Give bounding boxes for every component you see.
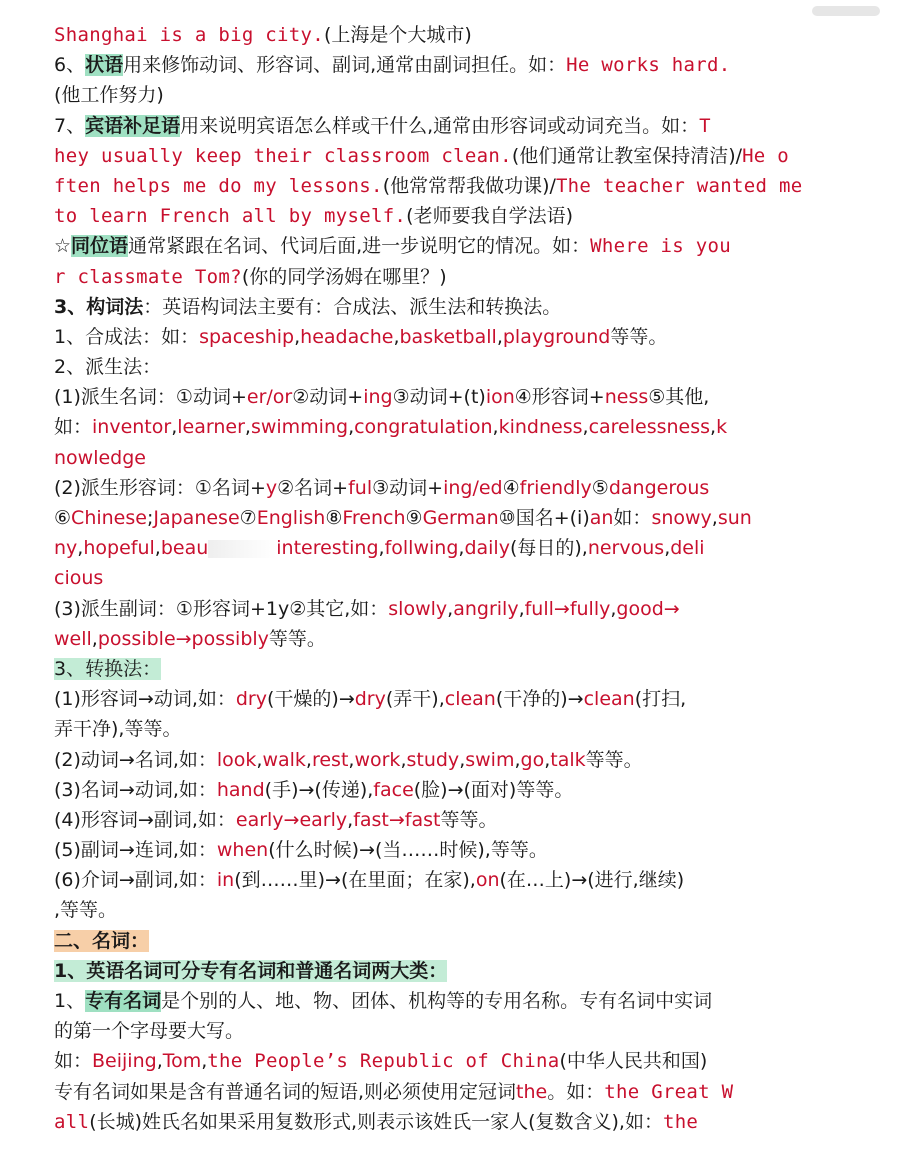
text-segment: ny — [54, 537, 78, 560]
text-segment: Where is you — [590, 235, 731, 258]
text-line — [54, 20, 869, 50]
text-segment: (1)派生名词：①动词+ — [54, 386, 247, 409]
text-segment: (手)→(传递), — [264, 778, 374, 801]
text-segment: (他们通常让教室保持清洁)/ — [511, 144, 743, 167]
text-segment: Chinese — [71, 507, 147, 529]
text-segment: (在…上)→(进行,继续) — [499, 869, 685, 892]
text-line — [54, 865, 869, 895]
text-segment: (什么时候)→(当……时候),等等。 — [268, 839, 548, 862]
text-segment: (弄干), — [385, 688, 445, 711]
text-segment: ften helps me do my lessons. — [54, 174, 383, 197]
text-segment: go — [520, 748, 545, 771]
text-segment: playground — [502, 325, 611, 348]
text-segment: , — [447, 597, 454, 620]
text-line — [54, 1107, 869, 1137]
text-line — [54, 624, 869, 654]
text-line — [54, 412, 869, 442]
text-segment: ,等等。 — [54, 899, 118, 922]
text-segment: ⑩国名+(i) — [498, 507, 590, 529]
text-segment: 如： — [613, 507, 652, 529]
text-segment: ⑤其他, — [648, 386, 710, 409]
text-line — [54, 654, 869, 684]
text-segment: (长城)姓氏名如果采用复数形式,则表示该姓氏一家人(复数含义),如： — [89, 1110, 663, 1133]
text-line — [54, 503, 869, 533]
text-segment: walk — [262, 748, 306, 771]
text-segment: carelessness — [588, 416, 711, 439]
text-line — [54, 835, 869, 865]
text-line — [54, 262, 869, 292]
text-segment: dry — [354, 688, 386, 711]
text-segment: ②名词+ — [277, 476, 349, 499]
text-segment: Japanese — [153, 507, 240, 529]
text-segment: 6、 — [54, 54, 86, 77]
text-segment: 1、合成法：如： — [54, 325, 200, 348]
text-segment: , — [544, 748, 551, 771]
text-segment: basketball — [399, 325, 497, 348]
text-line — [54, 775, 869, 805]
text-segment: beau — [160, 537, 209, 560]
text-segment: cious — [54, 567, 104, 590]
text-segment: 等等。 — [585, 748, 643, 771]
text-line — [54, 201, 869, 231]
text-segment: ⑦ — [239, 507, 257, 529]
text-segment: an — [589, 507, 614, 529]
text-line — [54, 714, 869, 744]
text-line — [54, 805, 869, 835]
text-segment: (老师要我自学法语) — [406, 205, 573, 228]
text-segment: (5)副词→连词,如： — [54, 839, 217, 862]
text-segment: (打扫, — [634, 688, 687, 711]
text-segment: , — [514, 748, 521, 771]
text-segment: 1、英语名词可分专有名词和普通名词两大类： — [54, 959, 448, 982]
text-segment: , — [459, 748, 466, 771]
text-segment: ion — [485, 386, 515, 409]
text-line — [54, 956, 869, 986]
grammar-notes-page — [54, 20, 869, 1137]
text-segment: work — [354, 748, 401, 771]
text-segment: slowly — [388, 597, 448, 620]
text-segment: 的第一个字母要大写。 — [54, 1020, 245, 1043]
text-segment: possible→possibly — [97, 627, 269, 650]
text-segment: all — [54, 1110, 90, 1133]
text-segment: ⑨ — [405, 507, 423, 529]
text-segment: ：英语构词法主要有：合成法、派生法和转换法。 — [143, 295, 562, 318]
text-segment: 宾语补足语 — [85, 114, 181, 137]
text-segment: Shanghai is a big city. — [54, 24, 324, 46]
text-segment: , — [294, 325, 301, 348]
text-segment: (中华人民共和国) — [559, 1050, 708, 1073]
text-segment: when — [216, 839, 269, 862]
text-line — [54, 926, 869, 956]
text-segment: ☆ — [54, 235, 72, 258]
text-segment: 同位语 — [71, 235, 129, 258]
text-segment: 如： — [54, 416, 93, 439]
text-segment: 专有名词如果是含有普通名词的短语,则必须使用定冠词 — [54, 1080, 517, 1103]
text-segment: ④形容词+ — [514, 386, 605, 409]
text-segment: ; — [146, 507, 154, 529]
text-line — [54, 533, 869, 563]
text-segment: , — [378, 537, 385, 560]
text-segment: 弄干净),等等。 — [54, 718, 182, 741]
text-line — [54, 111, 869, 141]
text-segment: r classmate Tom? — [54, 265, 242, 288]
text-segment: in — [216, 869, 235, 892]
text-segment: sun — [717, 507, 752, 529]
text-segment: (脸)→(面对)等等。 — [413, 778, 574, 801]
text-segment: , — [400, 748, 407, 771]
text-line — [54, 895, 869, 925]
text-segment: 用来说明宾语怎么样或干什么,通常由形容词或动词充当。如： — [180, 114, 700, 137]
text-line — [54, 292, 869, 322]
text-line — [54, 563, 869, 593]
text-segment: to learn French all by myself. — [54, 205, 407, 228]
text-segment: nervous — [587, 537, 665, 560]
text-segment: 如： — [54, 1050, 93, 1073]
text-segment: ③动词+(t) — [392, 386, 486, 409]
text-segment: 等等。 — [440, 808, 498, 831]
text-line — [54, 473, 869, 503]
text-segment: , — [171, 416, 178, 439]
text-segment: (干燥的)→ — [267, 688, 355, 711]
text-line — [54, 1016, 869, 1046]
text-segment: 专有名词 — [85, 990, 162, 1012]
text-segment: , — [492, 416, 499, 439]
text-segment: friendly — [519, 476, 592, 499]
text-segment: learner — [177, 416, 245, 439]
text-segment: 3、转换法： — [54, 657, 162, 680]
text-segment: , — [256, 748, 263, 771]
text-line — [54, 141, 869, 171]
text-segment: daily — [464, 537, 510, 560]
text-segment: hand — [216, 778, 265, 801]
text-segment: ing — [363, 386, 393, 409]
text-segment: , — [348, 748, 355, 771]
text-segment: inventor — [92, 416, 172, 439]
text-segment: Tom — [162, 1050, 202, 1073]
text-segment: the — [662, 1110, 699, 1133]
text-segment: ⑥ — [54, 507, 72, 529]
text-segment: , — [610, 597, 617, 620]
text-segment: English — [256, 507, 326, 529]
text-segment: clean — [444, 688, 496, 711]
text-segment: dangerous — [608, 476, 710, 499]
text-segment: interesting — [276, 537, 379, 560]
text-segment: angrily — [453, 597, 519, 620]
text-segment: (到……里)→(在里面；在家), — [234, 869, 476, 892]
text-segment: nowledge — [54, 446, 146, 469]
text-line — [54, 171, 869, 201]
text-segment: the Great W — [604, 1080, 734, 1103]
text-line — [54, 1046, 869, 1076]
text-segment: , — [201, 1050, 208, 1073]
text-segment: rest — [311, 748, 349, 771]
text-segment: study — [406, 748, 460, 771]
text-segment: 2、派生法： — [54, 356, 162, 379]
text-segment: (2)动词→名词,如： — [54, 748, 217, 771]
text-segment: He works hard. — [566, 54, 731, 77]
text-segment: (2)派生形容词：①名词+ — [54, 476, 266, 499]
text-segment: congratulation — [354, 416, 493, 439]
text-segment: , — [496, 325, 503, 348]
text-line — [54, 684, 869, 714]
text-segment: , — [711, 507, 718, 529]
text-segment: follwing — [384, 537, 459, 560]
text-segment: (他工作努力) — [54, 84, 164, 107]
text-segment: ful — [348, 476, 373, 499]
text-line — [54, 322, 869, 352]
text-segment: , — [91, 627, 98, 650]
text-segment: talk — [550, 748, 586, 771]
text-segment: 二、名词： — [54, 929, 150, 952]
text-segment: face — [373, 778, 414, 801]
text-segment: (3)名词→动词,如： — [54, 778, 217, 801]
text-segment: 通常紧跟在名词、代词后面,进一步说明它的情况。如： — [128, 235, 591, 258]
text-segment: , — [347, 808, 354, 831]
text-segment: 状语 — [85, 54, 124, 77]
text-segment: T — [699, 114, 711, 137]
text-line — [54, 1077, 869, 1107]
text-segment: hopeful — [83, 537, 155, 560]
text-segment: early→early — [235, 808, 348, 831]
text-segment: , — [348, 416, 355, 439]
text-segment: the People’s Republic of China — [207, 1050, 560, 1073]
text-segment: 。如： — [547, 1080, 605, 1103]
text-segment: , — [458, 537, 465, 560]
text-line — [54, 80, 869, 110]
text-segment: , — [393, 325, 400, 348]
text-segment: , — [710, 416, 717, 439]
text-segment: (他常常帮我做功课)/ — [382, 174, 556, 197]
text-segment: , — [244, 416, 251, 439]
text-segment: (干净的)→ — [495, 688, 584, 711]
text-line — [54, 50, 869, 80]
text-segment: He o — [742, 144, 790, 167]
text-segment: (6)介词→副词,如： — [54, 869, 217, 892]
text-segment: , — [305, 748, 312, 771]
text-segment: on — [475, 869, 500, 892]
text-line — [54, 352, 869, 382]
text-segment: ing/ed — [443, 476, 503, 499]
text-segment: , — [664, 537, 671, 560]
text-segment: (你的同学汤姆在哪里？) — [241, 265, 447, 288]
text-segment — [208, 540, 276, 558]
text-segment: snowy — [651, 507, 712, 529]
text-segment: the — [516, 1080, 548, 1103]
text-segment: (每日的), — [509, 537, 588, 560]
text-segment: headache — [300, 325, 394, 348]
text-segment: 是个别的人、地、物、团体、机构等的专用名称。专有名词中实词 — [161, 990, 713, 1012]
text-segment: fast→fast — [353, 808, 441, 831]
text-segment: er/or — [246, 386, 293, 409]
text-line — [54, 986, 869, 1016]
text-line — [54, 745, 869, 775]
text-segment: , — [77, 537, 84, 560]
text-segment: 1、 — [54, 990, 86, 1012]
text-segment: The teacher wanted me — [555, 174, 803, 197]
text-segment: 用来修饰动词、形容词、副词,通常由副词担任。如： — [123, 54, 567, 77]
text-segment: ④ — [502, 476, 520, 499]
text-segment: ⑤ — [591, 476, 609, 499]
text-segment: swimming — [250, 416, 349, 439]
text-segment: k — [716, 416, 728, 439]
text-segment: 3、构词法 — [54, 295, 144, 318]
text-line — [54, 594, 869, 624]
text-segment: , — [154, 537, 161, 560]
scroll-indicator[interactable] — [812, 6, 880, 16]
text-segment: kindness — [498, 416, 583, 439]
text-segment: French — [342, 507, 406, 529]
text-segment: spaceship — [199, 325, 295, 348]
text-segment: well — [54, 627, 92, 650]
text-segment: , — [582, 416, 589, 439]
text-line — [54, 382, 869, 412]
text-segment: German — [422, 507, 499, 529]
text-segment: swim — [465, 748, 515, 771]
text-segment: 等等。 — [268, 627, 326, 650]
text-segment: good→ — [616, 597, 680, 620]
text-segment: 等等。 — [610, 325, 668, 348]
text-segment: full→fully — [524, 597, 611, 620]
text-segment: ②动词+ — [292, 386, 364, 409]
text-segment: Beijing — [92, 1050, 157, 1073]
text-segment: y — [265, 476, 278, 499]
text-segment: look — [216, 748, 257, 771]
text-line — [54, 231, 869, 261]
text-segment: ness — [604, 386, 649, 409]
text-line — [54, 443, 869, 473]
text-segment: hey usually keep their classroom clean. — [54, 144, 512, 167]
text-segment: (上海是个大城市) — [324, 24, 472, 46]
text-segment: (4)形容词→副词,如： — [54, 808, 236, 831]
text-segment: clean — [583, 688, 635, 711]
text-segment: , — [518, 597, 525, 620]
text-segment: (3)派生副词：①形容词+1y②其它,如： — [54, 597, 389, 620]
text-segment: ⑧ — [325, 507, 343, 529]
text-segment: 7、 — [54, 114, 86, 137]
text-segment: dry — [235, 688, 267, 711]
text-segment: (1)形容词→动词,如： — [54, 688, 236, 711]
text-segment: deli — [670, 537, 705, 560]
text-segment: , — [156, 1050, 163, 1073]
text-segment: ③动词+ — [372, 476, 444, 499]
